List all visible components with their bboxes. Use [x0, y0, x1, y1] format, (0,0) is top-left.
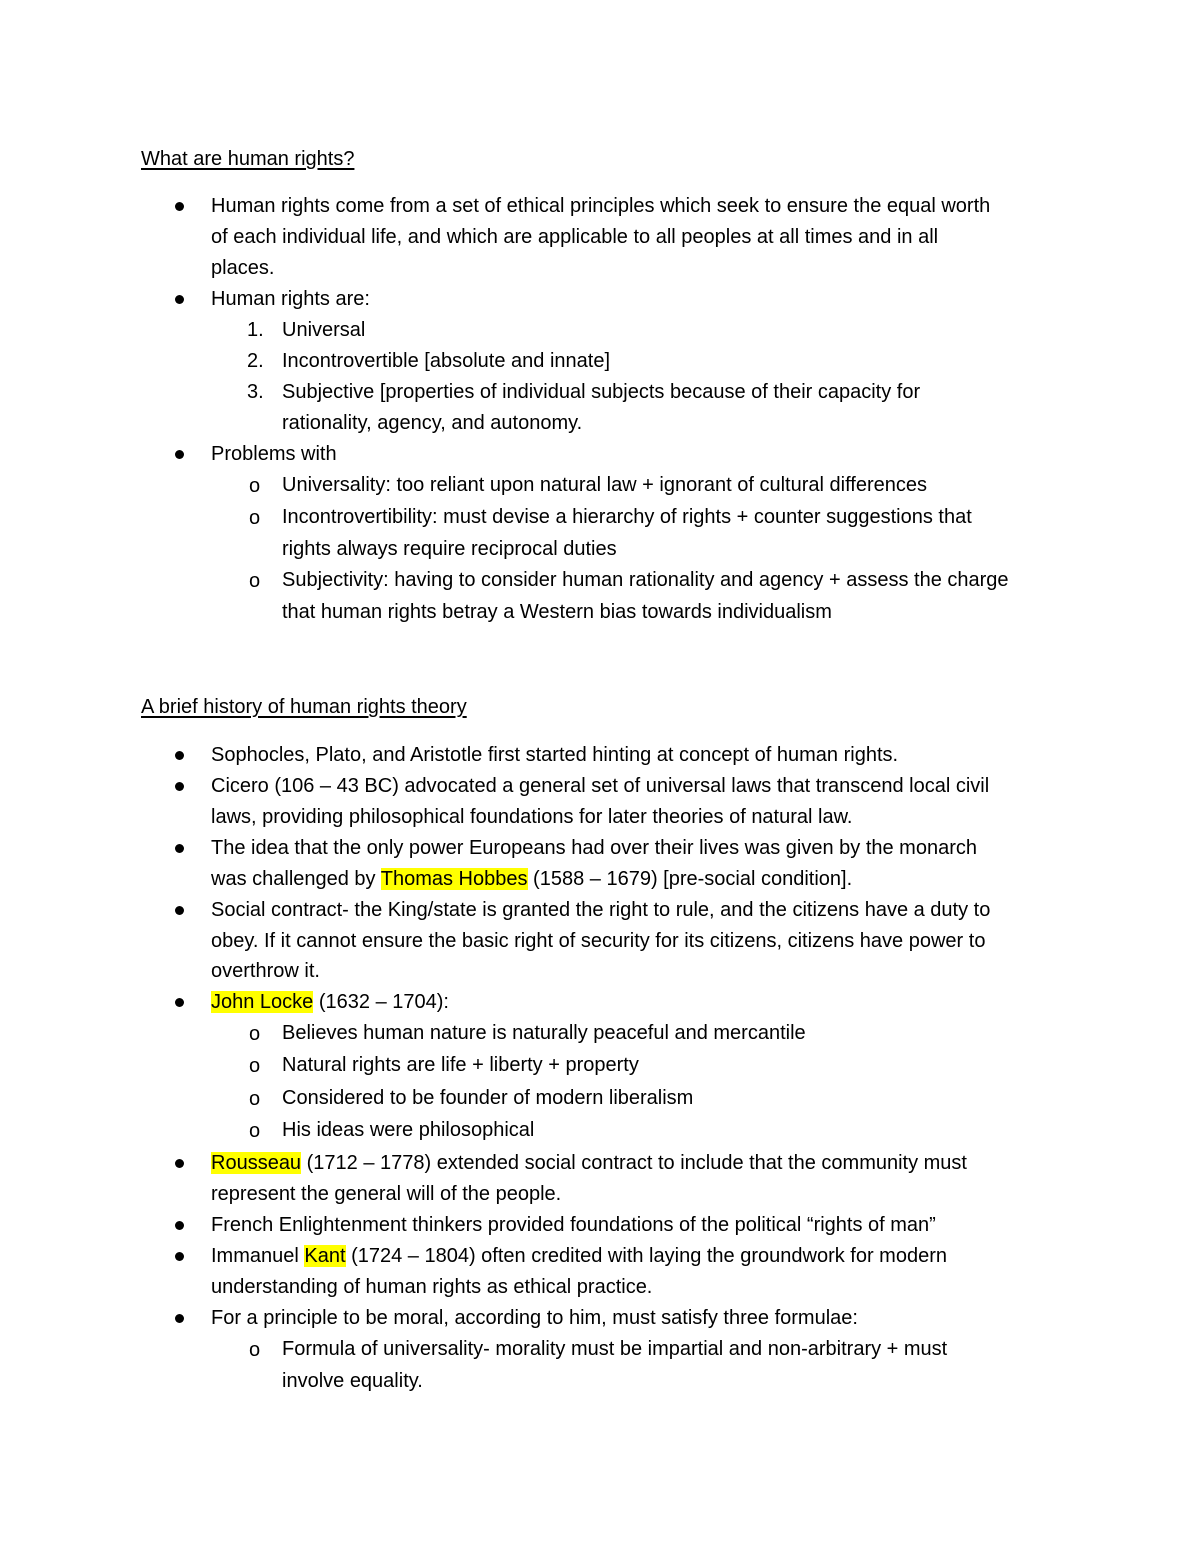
highlight-rousseau: Rousseau: [211, 1152, 302, 1174]
list-item-line: places.: [211, 257, 275, 279]
list-item: Problems with: [211, 443, 337, 465]
sub-list-item: Universality: too reliant upon natural law + ignorant of cultural differences: [282, 474, 927, 496]
bullet-icon: [175, 1314, 184, 1323]
section-heading-human-rights: What are human rights?: [141, 148, 355, 170]
bullet-icon: [175, 782, 184, 791]
list-item: The idea that the only power Europeans had over their lives was given by the monarch: [211, 837, 977, 859]
bullet-icon: [175, 450, 184, 459]
numbered-item-line: rationality, agency, and autonomy.: [282, 412, 583, 434]
numbered-item: Incontrovertible [absolute and innate]: [282, 350, 610, 372]
highlight-thomas-hobbes: Thomas Hobbes: [380, 868, 528, 890]
text-span: (1632 – 1704):: [313, 991, 449, 1013]
list-item-line: obey. If it cannot ensure the basic right of security for its citizens, citizens have power to: [211, 930, 986, 952]
list-item: [211, 1241, 947, 1272]
bullet-icon: [175, 844, 184, 853]
list-item: [211, 1148, 967, 1179]
number-marker: 3.: [247, 381, 264, 403]
list-item: Human rights are:: [211, 288, 370, 310]
list-item-line: represent the general will of the people.: [211, 1183, 562, 1205]
bullet-icon: [175, 1221, 184, 1230]
sub-list-item: Incontrovertibility: must devise a hierarchy of rights + counter suggestions that: [282, 506, 972, 528]
list-item-line: Human rights come from a set of ethical principles which seek to ensure the equal worth: [211, 195, 991, 217]
list-item-line: laws, providing philosophical foundations for later theories of natural law.: [211, 806, 853, 828]
bullet-icon: [175, 751, 184, 760]
sub-list-item: Considered to be founder of modern liberalism: [282, 1087, 694, 1109]
bullet-icon: [175, 998, 184, 1007]
circle-bullet-icon: o: [249, 1023, 261, 1045]
list-item-line: overthrow it.: [211, 960, 320, 982]
circle-bullet-icon: o: [249, 1055, 261, 1077]
sub-list-item: Believes human nature is naturally peaceful and mercantile: [282, 1022, 806, 1044]
bullet-icon: [175, 1252, 184, 1261]
list-item: [211, 987, 449, 1018]
list-item-line: understanding of human rights as ethical practice.: [211, 1276, 653, 1298]
bullet-icon: [175, 1159, 184, 1168]
number-marker: 2.: [247, 350, 264, 372]
sub-list-item: Natural rights are life + liberty + property: [282, 1054, 639, 1076]
bullet-icon: [175, 295, 184, 304]
circle-bullet-icon: o: [249, 507, 261, 529]
circle-bullet-icon: o: [249, 1088, 261, 1110]
bullet-icon: [175, 202, 184, 211]
list-item-line: [211, 864, 852, 895]
list-item: French Enlightenment thinkers provided foundations of the political “rights of man”: [211, 1214, 936, 1236]
highlight-john-locke: John Locke: [211, 991, 314, 1013]
sub-list-item: Formula of universality- morality must be impartial and non-arbitrary + must: [282, 1338, 948, 1360]
highlight-kant: Kant: [304, 1245, 346, 1267]
sub-list-item-line: that human rights betray a Western bias towards individualism: [282, 601, 832, 623]
list-item-line: of each individual life, and which are applicable to all peoples at all times and in all: [211, 226, 939, 248]
list-item: Cicero (106 – 43 BC) advocated a general set of universal laws that transcend local civil: [211, 775, 990, 797]
sub-list-item-line: involve equality.: [282, 1370, 423, 1392]
sub-list-item: Subjectivity: having to consider human rationality and agency + assess the charge: [282, 569, 1009, 591]
numbered-item: Universal: [282, 319, 366, 341]
text-span: (1724 – 1804) often credited with laying the groundwork for modern: [345, 1245, 947, 1267]
bullet-icon: [175, 906, 184, 915]
circle-bullet-icon: o: [249, 570, 261, 592]
sub-list-item-line: rights always require reciprocal duties: [282, 538, 617, 560]
text-span: was challenged by: [211, 868, 381, 890]
numbered-item: Subjective [properties of individual subjects because of their capacity for: [282, 381, 921, 403]
text-span: (1588 – 1679) [pre-social condition].: [527, 868, 853, 890]
section-heading-history: A brief history of human rights theory: [141, 696, 467, 718]
sub-list-item: His ideas were philosophical: [282, 1119, 535, 1141]
text-span: Immanuel: [211, 1245, 305, 1267]
number-marker: 1.: [247, 319, 264, 341]
text-span: (1712 – 1778) extended social contract to include that the community must: [301, 1152, 967, 1174]
circle-bullet-icon: o: [249, 1120, 261, 1142]
list-item: Sophocles, Plato, and Aristotle first started hinting at concept of human rights.: [211, 744, 899, 766]
list-item: For a principle to be moral, according to him, must satisfy three formulae:: [211, 1307, 858, 1329]
circle-bullet-icon: o: [249, 1339, 261, 1361]
list-item: Social contract- the King/state is granted the right to rule, and the citizens have a duty to: [211, 899, 991, 921]
circle-bullet-icon: o: [249, 475, 261, 497]
